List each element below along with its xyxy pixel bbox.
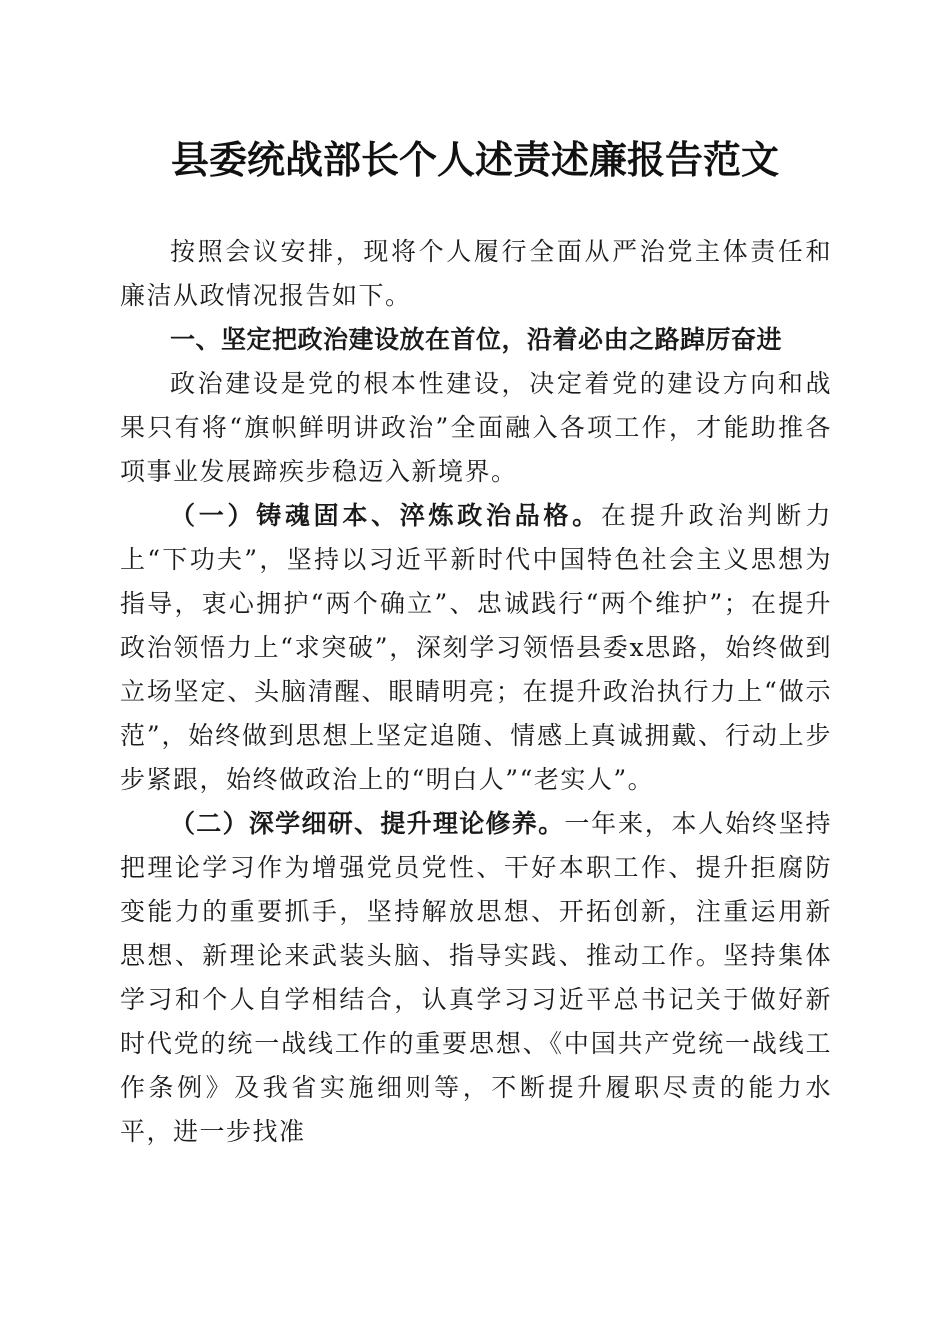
item-2-paragraph xyxy=(120,802,832,1154)
item-2-text: 一年来，本人始终坚持把理论学习作为增强党员党性、干好本职工作、提升拒腐防变能力的重要抓手，坚持解放思想、开拓创新，注重运用新思想、新理论来武装头脑、指导实践、推动工作。坚持集体学习和个人自学相结合，认真学习习近平总书记关于做好新时代党的统一战线工作的重要思想、《中国共产党统一战线工作条例》及我省实施细则等，不断提升履职尽责的能力水平，进一步找准 xyxy=(120,809,832,1146)
section-heading-1: 一、坚定把政治建设放在首位，沿着必由之路踔厉奋进 xyxy=(170,325,783,354)
section-1-paragraph: 政治建设是党的根本性建设，决定着党的建设方向和战果只有将“旗帜鲜明讲政治”全面融入各项工作，才能助推各项事业发展蹄疾步稳迈入新境界。 xyxy=(120,369,832,486)
item-1-lead: （一）铸魂固本、淬炼政治品格。 xyxy=(170,501,601,530)
document-title: 县委统战部长个人述责述廉报告范文 xyxy=(170,137,779,182)
item-1-text: 在提升政治判断力上“下功夫”，坚持以习近平新时代中国特色社会主义思想为指导，衷心拥护“两个确立”、忠诚践行“两个维护”；在提升政治领悟力上“求突破”，深刻学习领悟县委x思路，始终做到立场坚定、头脑清醒、眼睛明亮；在提升政治执行力上“做示范”，始终做到思想上坚定追随、情感上真诚拥戴、行动上步步紧跟，始终做政治上的“明白人”“老实人”。 xyxy=(120,501,832,794)
item-1-paragraph xyxy=(120,494,832,802)
intro-paragraph: 按照会议安排，现将个人履行全面从严治党主体责任和廉洁从政情况报告如下。 xyxy=(120,237,832,310)
item-2-lead: （二）深学细研、提升理论修养。 xyxy=(170,809,565,838)
document-body xyxy=(120,230,832,1154)
